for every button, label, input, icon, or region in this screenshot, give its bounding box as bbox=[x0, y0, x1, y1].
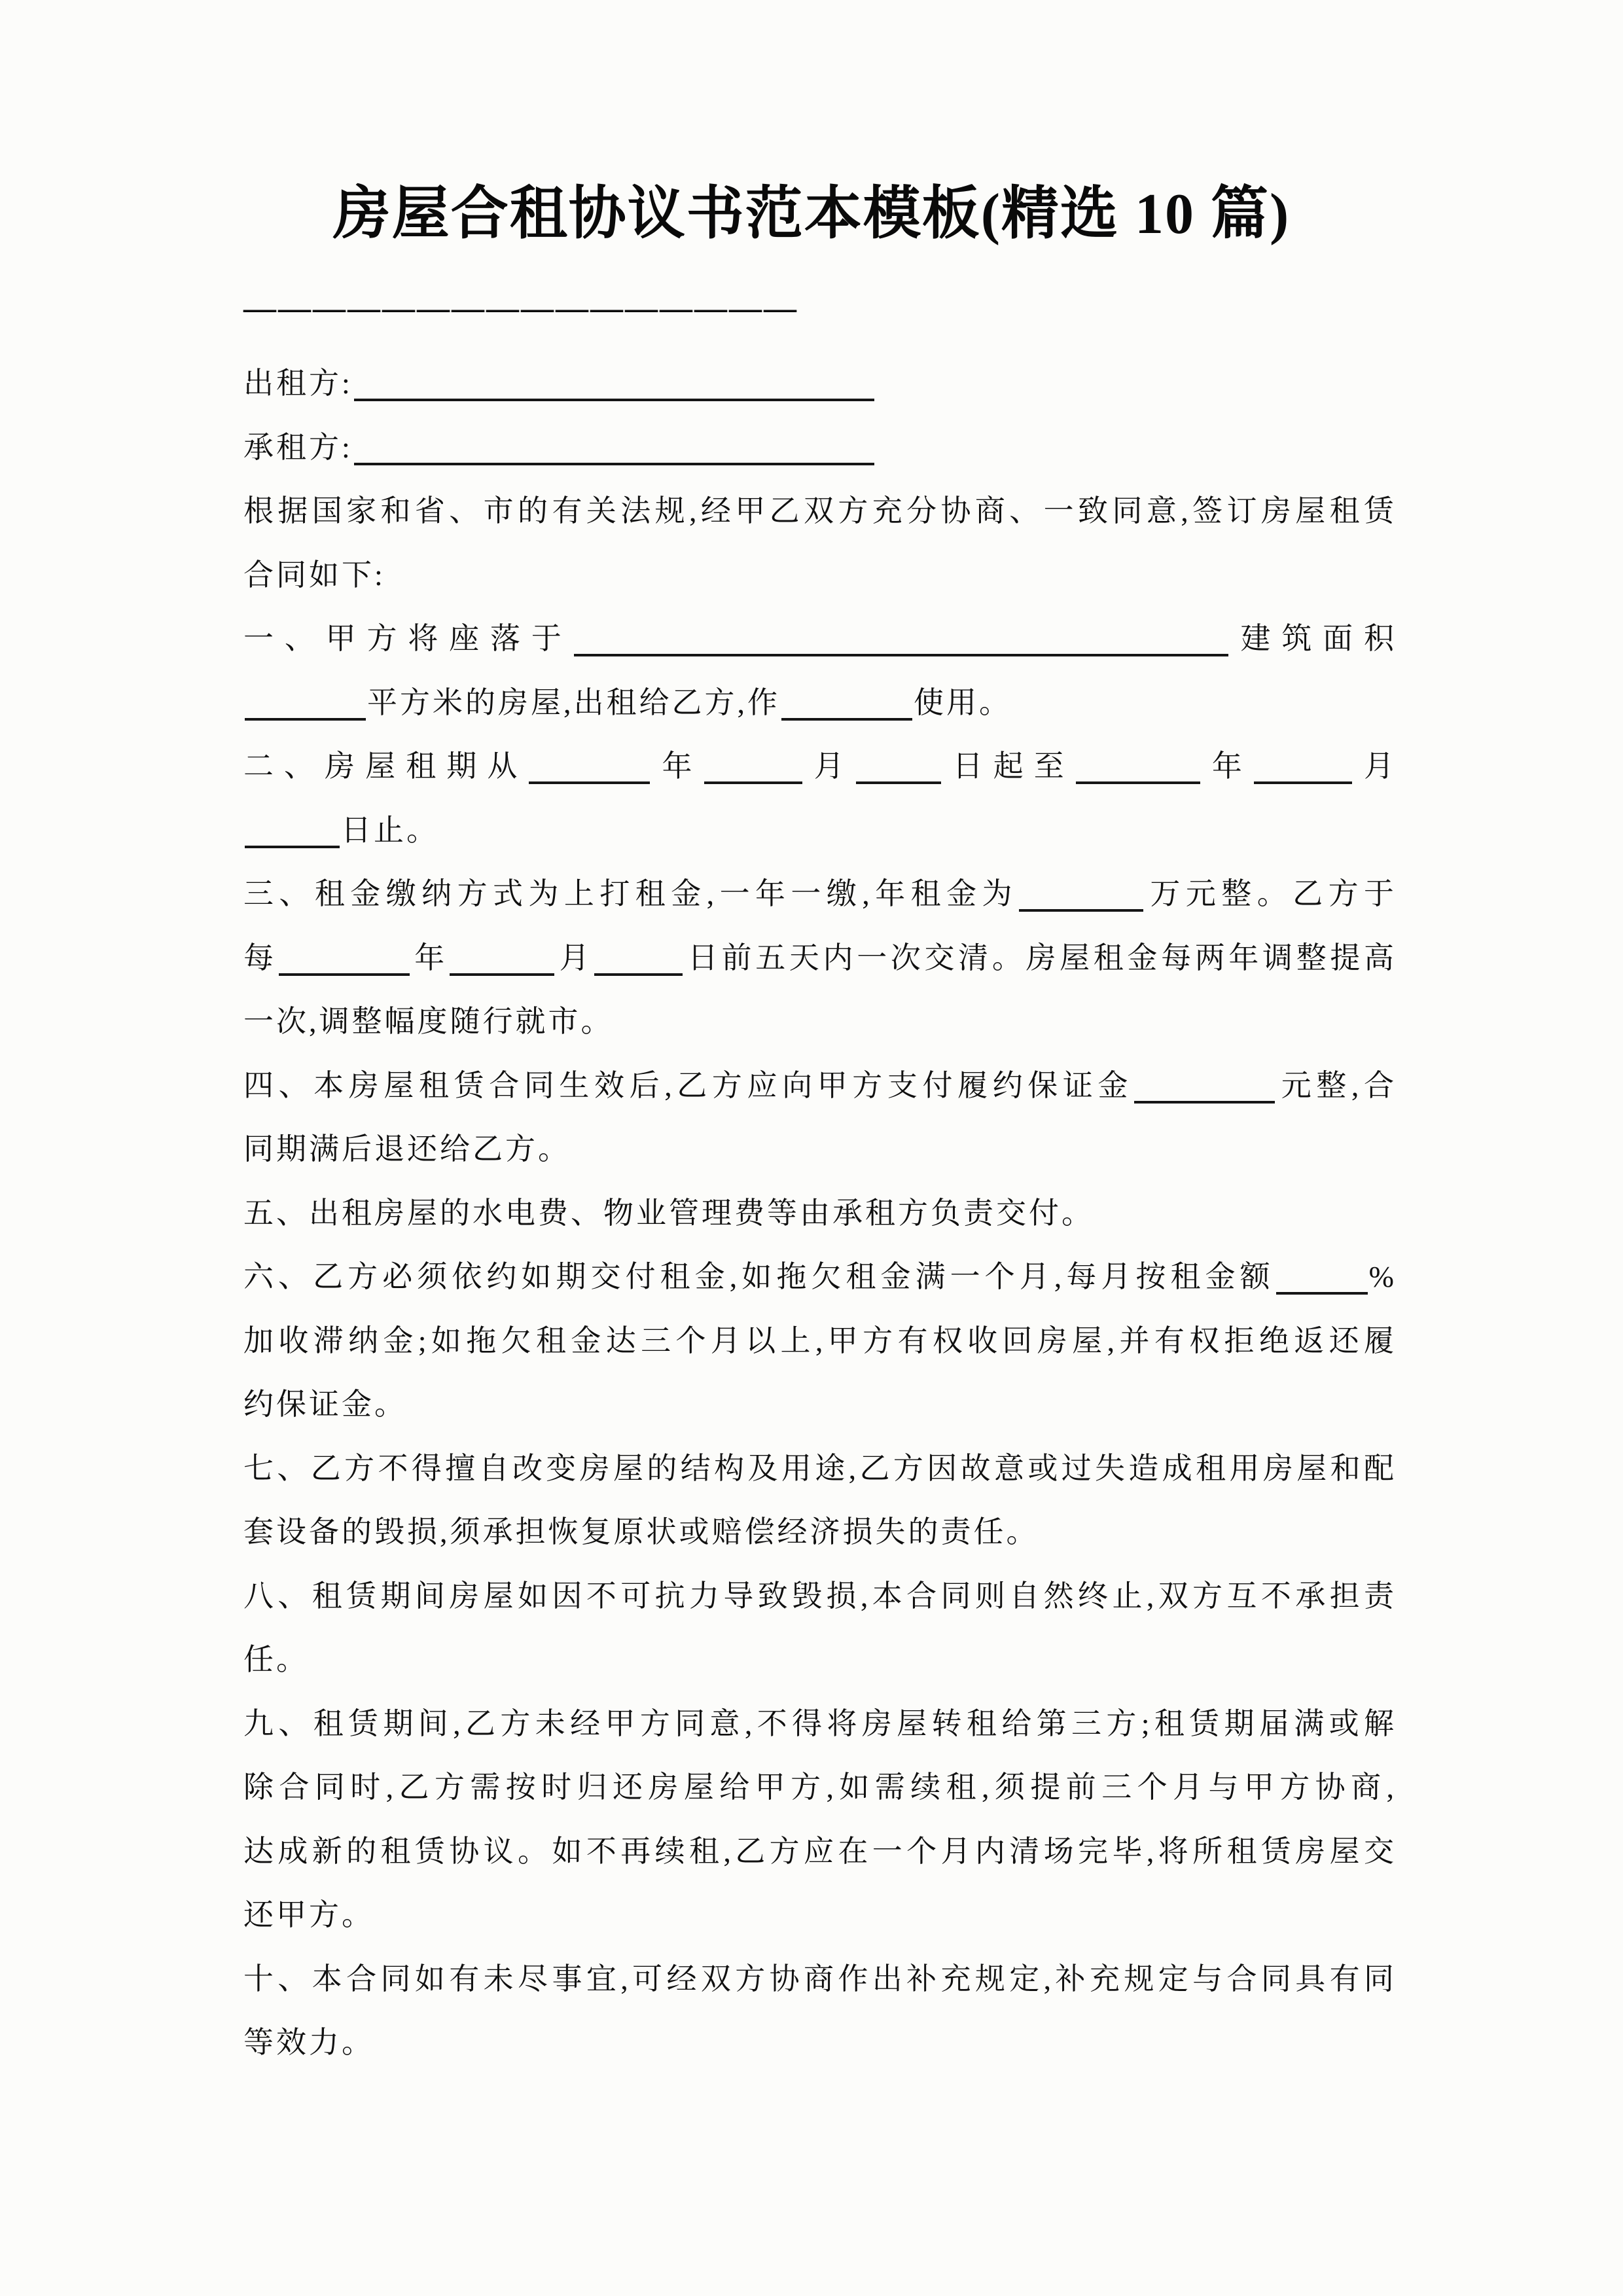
line-text: 元整,合 bbox=[1276, 1068, 1395, 1102]
contract-line bbox=[243, 1755, 1394, 1820]
line-text: 八、租赁期间房屋如因不可抗力导致毁损,本合同则自然终止,双方互不承担责 bbox=[243, 1579, 1394, 1613]
line-text: 一次,调整幅度随行就市。 bbox=[243, 1005, 614, 1038]
contract-line bbox=[243, 2011, 1394, 2075]
fill-in-blank bbox=[594, 937, 683, 976]
line-text: 四、本房屋租赁合同生效后,乙方应向甲方支付履约保证金 bbox=[243, 1068, 1133, 1102]
line-text: 等效力。 bbox=[243, 2026, 374, 2059]
line-text: 承租方: bbox=[243, 430, 353, 464]
line-text: 加收滞纳金;如拖欠租金达三个月以上,甲方有权收回房屋,并有权拒绝返还履 bbox=[243, 1323, 1394, 1357]
contract-line bbox=[243, 1564, 1394, 1628]
contract-line bbox=[243, 1117, 1394, 1181]
line-text: 建筑面积 bbox=[1229, 622, 1395, 655]
line-text: 平方米的房屋,出租给乙方,作 bbox=[367, 685, 780, 719]
fill-in-blank bbox=[1254, 745, 1352, 784]
fill-in-blank bbox=[1134, 1064, 1275, 1103]
contract-line bbox=[243, 1245, 1394, 1309]
line-text: 合同如下: bbox=[243, 558, 385, 592]
contract-line bbox=[243, 1820, 1394, 1884]
line-text: 套设备的毁损,须承担恢复原状或赔偿经济损失的责任。 bbox=[243, 1515, 1039, 1549]
line-text: 十、本合同如有未尽事宜,可经双方协商作出补充规定,补充规定与合同具有同 bbox=[243, 1962, 1394, 1996]
line-text: 七、乙方不得擅自改变房屋的结构及用途,乙方因故意或过失造成租用房屋和配 bbox=[243, 1451, 1394, 1485]
fill-in-blank bbox=[1076, 745, 1200, 784]
contract-line bbox=[243, 1054, 1394, 1118]
line-text: 六、乙方必须依约如期交付租金,如拖欠租金满一个月,每月按租金额 bbox=[243, 1260, 1275, 1293]
line-text: 月 bbox=[803, 749, 855, 783]
fill-in-blank bbox=[574, 617, 1228, 656]
fill-in-blank bbox=[450, 937, 554, 976]
contract-line bbox=[243, 1372, 1394, 1437]
fill-in-blank bbox=[245, 809, 340, 848]
fill-in-blank bbox=[354, 362, 874, 401]
line-text: 同期满后退还给乙方。 bbox=[243, 1132, 571, 1166]
line-text: 使用。 bbox=[914, 685, 1012, 719]
fill-in-blank bbox=[354, 426, 874, 465]
contract-line bbox=[243, 479, 1394, 543]
fill-in-blank bbox=[1019, 872, 1143, 912]
line-text: 出租方: bbox=[243, 367, 353, 400]
contract-line bbox=[243, 990, 1394, 1054]
line-text: % bbox=[1368, 1260, 1394, 1293]
line-text: 月 bbox=[1353, 749, 1395, 783]
line-text: 日止。 bbox=[341, 813, 439, 847]
fill-in-blank bbox=[856, 745, 941, 784]
line-text: 三、租金缴纳方式为上打租金,一年一缴,年租金为 bbox=[243, 877, 1018, 910]
fill-in-blank bbox=[1276, 1255, 1368, 1295]
contract-line bbox=[243, 543, 1394, 607]
contract-line bbox=[243, 1883, 1394, 1947]
line-text: 九、租赁期间,乙方未经甲方同意,不得将房屋转租给第三方;租赁期届满或解 bbox=[243, 1706, 1394, 1740]
line-text: 万元整。乙方于 bbox=[1144, 877, 1395, 910]
line-text: 还甲方。 bbox=[243, 1898, 374, 1931]
line-text: 年 bbox=[651, 749, 703, 783]
contract-line bbox=[243, 862, 1394, 926]
fill-in-blank bbox=[279, 937, 410, 976]
line-text: 二、房屋租期从 bbox=[243, 749, 528, 783]
contract-line bbox=[243, 1437, 1394, 1501]
contract-line bbox=[243, 1628, 1394, 1692]
contract-line bbox=[243, 351, 1394, 416]
line-text: 日起至 bbox=[942, 749, 1075, 783]
contract-body bbox=[243, 351, 1394, 2075]
contract-line bbox=[243, 1309, 1394, 1373]
line-text: 任。 bbox=[243, 1643, 309, 1676]
contract-line bbox=[243, 671, 1394, 735]
contract-line bbox=[243, 926, 1394, 990]
line-text: 除合同时,乙方需按时归还房屋给甲方,如需续租,须提前三个月与甲方协商, bbox=[243, 1770, 1394, 1804]
line-text: 五、出租房屋的水电费、物业管理费等由承租方负责交付。 bbox=[243, 1196, 1094, 1230]
contract-line bbox=[243, 607, 1394, 671]
contract-line bbox=[243, 734, 1394, 798]
contract-line bbox=[243, 1692, 1394, 1756]
fill-in-blank bbox=[245, 681, 366, 721]
contract-line bbox=[243, 1500, 1394, 1564]
contract-line bbox=[243, 798, 1394, 863]
line-text: 约保证金。 bbox=[243, 1388, 407, 1421]
fill-in-blank bbox=[781, 681, 912, 721]
line-text: 年 bbox=[1201, 749, 1253, 783]
contract-line bbox=[243, 1947, 1394, 2011]
line-text: 达成新的租赁协议。如不再续租,乙方应在一个月内清场完毕,将所租赁房屋交 bbox=[243, 1834, 1394, 1868]
line-text: 每 bbox=[243, 941, 277, 975]
line-text: 根据国家和省、市的有关法规,经甲乙双方充分协商、一致同意,签订房屋租赁 bbox=[243, 494, 1394, 528]
contract-line bbox=[243, 1181, 1394, 1246]
line-text: 一、甲方将座落于 bbox=[243, 622, 573, 655]
contract-line bbox=[243, 416, 1394, 480]
page-title: 房屋合租协议书范本模板(精选 10 篇) bbox=[332, 183, 1291, 246]
line-text: 月 bbox=[555, 941, 594, 975]
fill-in-blank bbox=[529, 745, 650, 784]
divider-dashes: ———————————————— bbox=[243, 289, 798, 326]
line-text: 日前五天内一次交清。房屋租金每两年调整提高 bbox=[684, 941, 1395, 975]
fill-in-blank bbox=[704, 745, 802, 784]
line-text: 年 bbox=[410, 941, 448, 975]
